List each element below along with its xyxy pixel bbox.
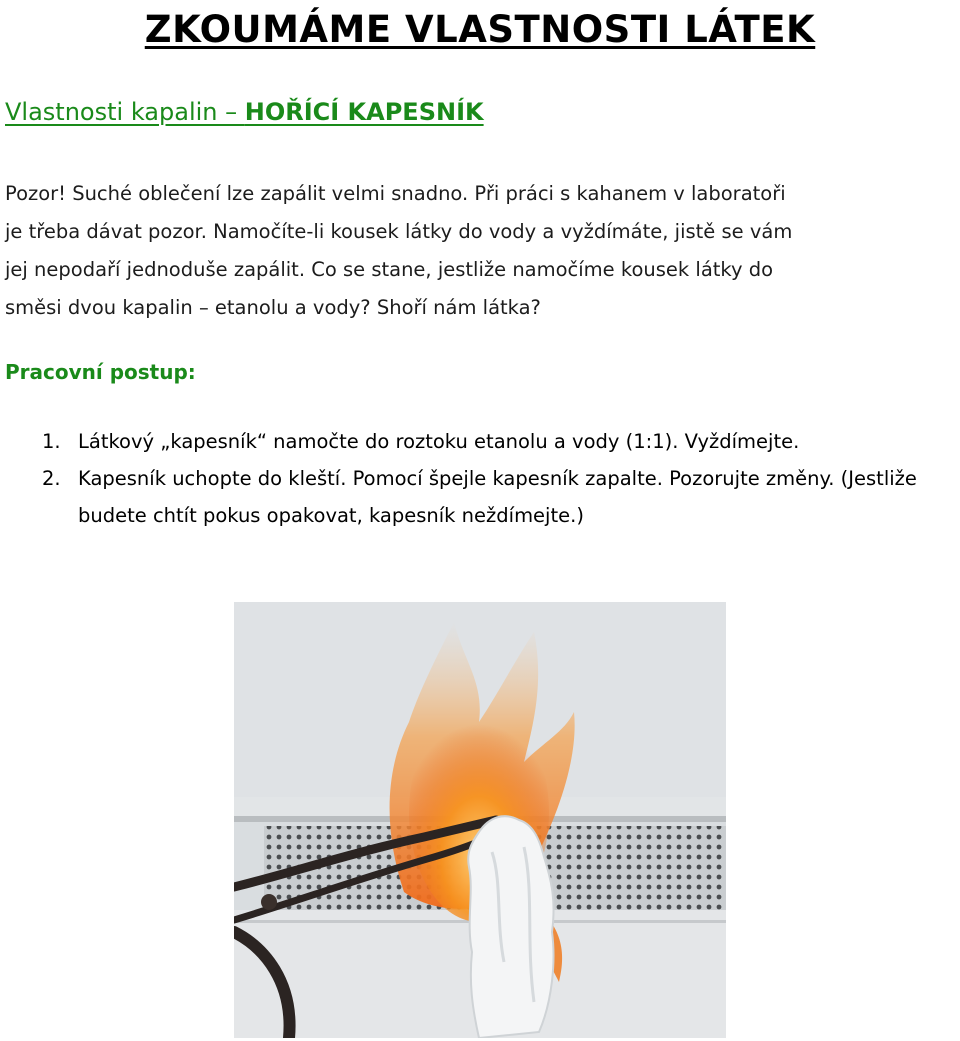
page-title-text: ZKOUMÁME VLASTNOSTI LÁTEK	[144, 8, 816, 51]
step-text: Látkový „kapesník“ namočte do roztoku etanolu a vody (1:1). Vyždímejte.	[78, 430, 800, 453]
intro-line: jej nepodaří jednoduše zapálit. Co se stane, jestliže namočíme kousek látky do	[5, 258, 774, 281]
page-title	[0, 4, 960, 56]
step-number: 2.	[42, 467, 61, 490]
procedure-step	[5, 460, 955, 534]
subtitle-prefix: Vlastnosti kapalin –	[5, 98, 245, 126]
procedure-step	[5, 423, 955, 460]
procedure-steps	[5, 423, 955, 534]
procedure-heading: Pracovní postup:	[5, 360, 196, 384]
subtitle-emphasis: HOŘÍCÍ KAPESNÍK	[244, 98, 484, 126]
handkerchief	[468, 816, 553, 1038]
intro-paragraph	[5, 175, 955, 327]
intro-line: je třeba dávat pozor. Namočíte-li kousek látky do vody a vyždímáte, jistě se vám	[5, 220, 793, 243]
step-text: Kapesník uchopte do kleští. Pomocí špejle kapesník zapalte. Pozorujte změny. (Jestliže budete chtít pokus opakovat, kapesník neždímejte.)	[78, 467, 917, 527]
burning-handkerchief-photo	[234, 602, 726, 1038]
section-subtitle	[5, 94, 484, 130]
step-number: 1.	[42, 430, 61, 453]
intro-line: směsi dvou kapalin – etanolu a vody? Shoří nám látka?	[5, 296, 541, 319]
intro-line: Pozor! Suché oblečení lze zapálit velmi snadno. Při práci s kahanem v laboratoři	[5, 182, 786, 205]
burning-handkerchief-illustration	[234, 602, 726, 1038]
